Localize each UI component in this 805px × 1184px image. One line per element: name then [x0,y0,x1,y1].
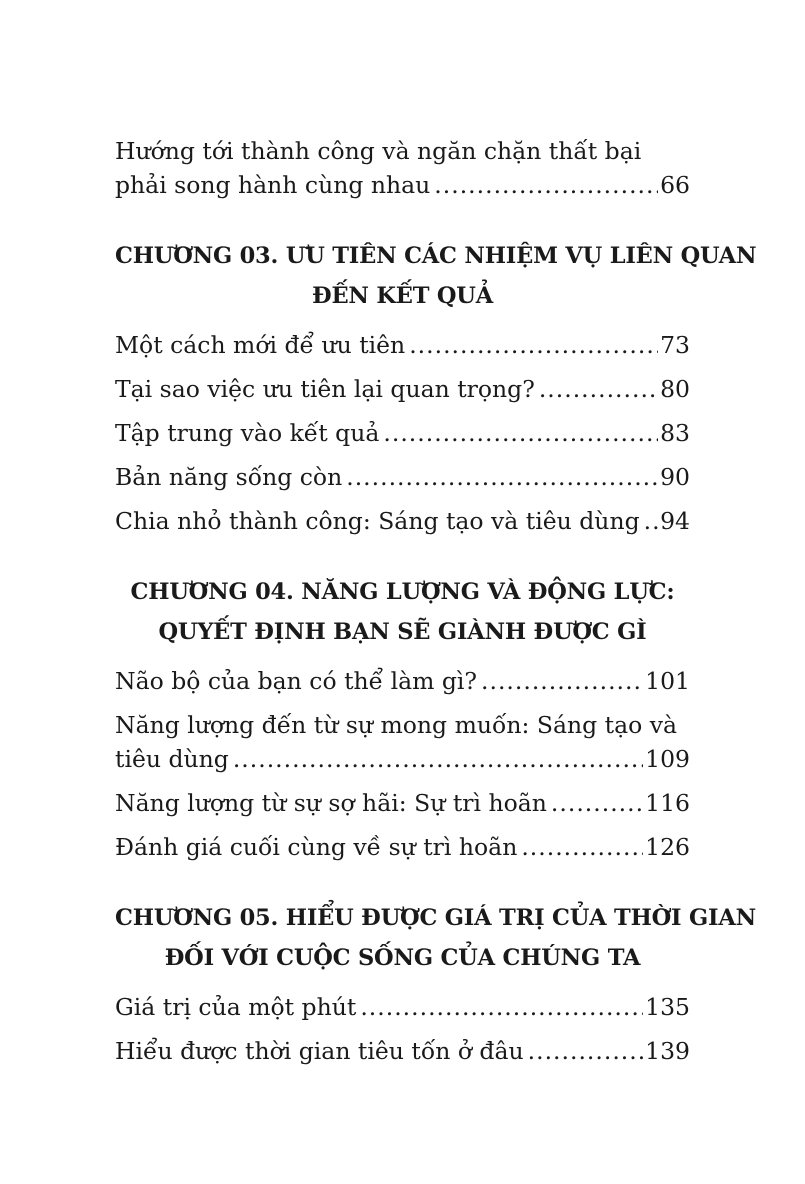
toc-entry-title: Chia nhỏ thành công: Sáng tạo và tiêu dùng [115,507,640,535]
toc-entry [115,990,690,1024]
dot-leader [434,168,658,202]
toc-entry-title: tiêu dùng [115,745,229,773]
chapter-heading [115,572,690,652]
toc-entry-title: Não bộ của bạn có thể làm gì? [115,667,478,695]
chapter-heading-line2: QUYẾT ĐỊNH BẠN SẼ GIÀNH ĐƯỢC GÌ [158,619,647,645]
chapter-heading-line2: ĐẾN KẾT QUẢ [312,283,493,309]
table-of-contents [115,134,757,1068]
toc-entry-title: Giá trị của một phút [115,993,357,1021]
dot-leader [539,372,658,406]
toc-entry [115,1034,690,1068]
dot-leader [644,504,658,538]
toc-entry [115,372,690,406]
toc-page-number: 135 [645,993,690,1021]
chapter-heading-line1: CHƯƠNG 04. NĂNG LƯỢNG VÀ ĐỘNG LỰC: [130,579,675,605]
toc-entry-title: Một cách mới để ưu tiên [115,331,406,359]
toc-entry-title: Tại sao việc ưu tiên lại quan trọng? [115,375,535,403]
toc-entry-title: phải song hành cùng nhau [115,171,431,199]
toc-page-number: 83 [660,419,690,447]
toc-entry [115,504,690,538]
toc-page-number: 73 [660,331,690,359]
toc-page-number: 94 [660,507,690,535]
chapter-heading [115,898,756,978]
toc-entry-title: Bản năng sống còn [115,463,343,491]
toc-page-number: 116 [645,789,690,817]
dot-leader [233,742,643,776]
dot-leader [481,664,643,698]
toc-entry [115,830,690,864]
chapter-heading-line1: CHƯƠNG 05. HIỂU ĐƯỢC GIÁ TRỊ CỦA THỜI GIAN [115,905,756,931]
toc-page-number: 80 [660,375,690,403]
toc-page-number: 101 [645,667,690,695]
toc-page-number: 90 [660,463,690,491]
toc-page-number: 109 [645,745,690,773]
toc-entry-title: Tập trung vào kết quả [115,419,380,447]
dot-leader [360,990,643,1024]
toc-page-number: 66 [660,171,690,199]
toc-entry-title-line1: Năng lượng đến từ sự mong muốn: Sáng tạo và [115,711,678,739]
dot-leader [383,416,658,450]
dot-leader [521,830,643,864]
toc-page-number: 126 [645,833,690,861]
toc-entry [115,328,690,362]
dot-leader [346,460,658,494]
toc-entry [115,664,690,698]
dot-leader [551,786,643,820]
toc-entry-title: Đánh giá cuối cùng về sự trì hoãn [115,833,518,861]
chapter-heading-line1: CHƯƠNG 03. ƯU TIÊN CÁC NHIỆM VỤ LIÊN QUAN [115,243,757,269]
toc-entry [115,416,690,450]
toc-entry-title: Hiểu được thời gian tiêu tốn ở đâu [115,1037,524,1065]
toc-entry [115,460,690,494]
chapter-heading [115,236,757,316]
chapter-heading-line2: ĐỐI VỚI CUỘC SỐNG CỦA CHÚNG TA [164,945,641,971]
toc-page-number: 139 [645,1037,690,1065]
toc-entry-title-line1: Hướng tới thành công và ngăn chặn thất bại [115,137,642,165]
toc-entry [115,134,690,202]
toc-entry [115,708,690,776]
dot-leader [409,328,658,362]
toc-entry [115,786,690,820]
toc-entry-title: Năng lượng từ sự sợ hãi: Sự trì hoãn [115,789,547,817]
dot-leader [528,1034,644,1068]
